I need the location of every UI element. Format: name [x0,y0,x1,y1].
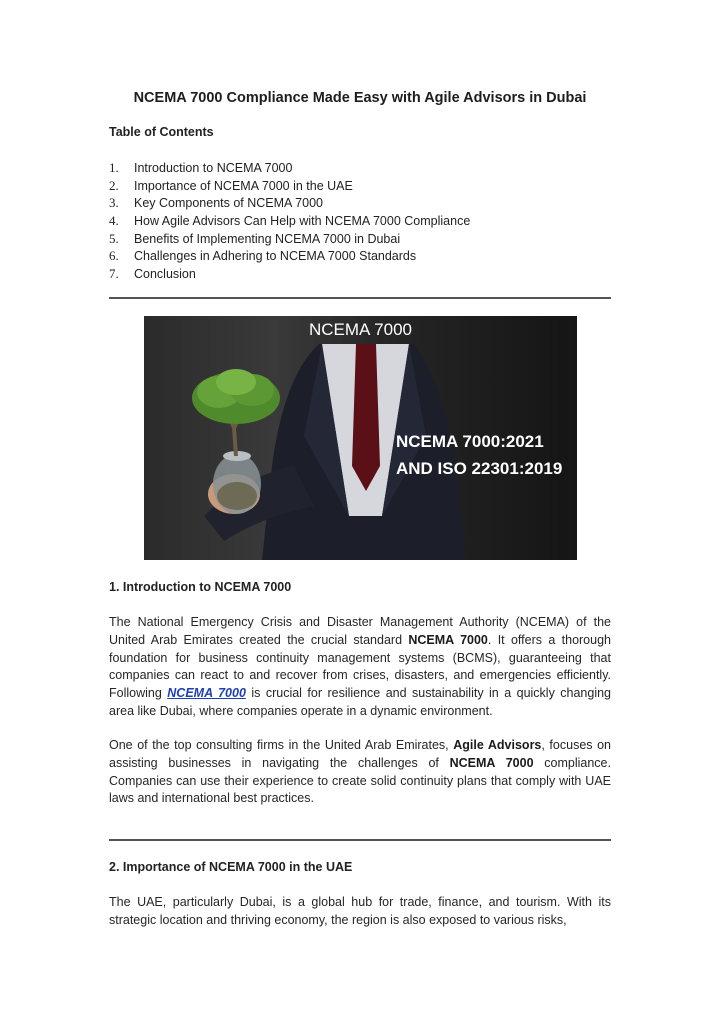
section-divider [109,839,611,841]
section-2-heading: 2. Importance of NCEMA 7000 in the UAE [109,860,353,874]
toc-item-text: Importance of NCEMA 7000 in the UAE [134,178,353,193]
hero-caption [396,428,576,482]
toc-item-text: Introduction to NCEMA 7000 [134,161,293,175]
table-of-contents [109,159,470,283]
toc-item-number: 1. [109,160,119,175]
toc-item-number: 7. [109,266,119,282]
text-run: compliance. Companies can use their experience to create solid continuity plans that comply with UAE laws and international best practices. [109,755,611,806]
toc-item-number: 6. [109,248,119,264]
toc-item-text: Challenges in Adhering to NCEMA 7000 Standards [134,249,417,264]
toc-item-number: 3. [109,195,119,211]
section-1-paragraph-2 [109,737,611,808]
text-run: The National Emergency Crisis and Disaster Management Authority (NCEMA) of the United Arab Emirates created the crucial standard [109,615,611,647]
toc-item[interactable] [109,230,470,248]
hero-caption-line-1: NCEMA 7000:2021 [396,432,544,451]
toc-item[interactable] [109,265,470,283]
toc-item-text: Benefits of Implementing NCEMA 7000 in Dubai [134,231,401,246]
ncema-7000-link[interactable]: NCEMA 7000 [167,686,246,701]
document-title: NCEMA 7000 Compliance Made Easy with Agile Advisors in Dubai [133,90,587,106]
toc-item-text: Conclusion [134,267,196,282]
bold-term: Agile Advisors [453,738,542,752]
bold-term: NCEMA 7000 [449,755,534,770]
toc-item[interactable] [109,212,470,230]
toc-heading: Table of Contents [109,125,214,139]
bold-term: NCEMA 7000 [408,632,488,647]
toc-item-number: 5. [109,230,119,246]
hero-caption-line-2: AND ISO 22301:2019 [396,459,563,478]
section-2-paragraph-1: The UAE, particularly Dubai, is a global hub for trade, finance, and tourism. With its strategic location and thriving economy, the region is also exposed to various risks, [109,895,611,927]
text-run: , focuses on assisting businesses in navigating the challenges of [109,738,611,770]
section-1-heading: 1. Introduction to NCEMA 7000 [109,580,292,594]
text-run: One of the top consulting firms in the United Arab Emirates, [109,738,454,752]
hero-top-label: NCEMA 7000 [309,320,412,339]
toc-item[interactable] [109,194,470,212]
toc-item-number: 2. [109,177,119,193]
toc-item[interactable] [109,159,470,177]
toc-item-text: Key Components of NCEMA 7000 [134,196,323,211]
text-run: is crucial for resilience and sustainability in a quickly changing area like Dubai, where companies operate in a dynamic environment. [109,686,612,718]
toc-item-number: 4. [109,213,119,229]
hero-image [144,316,577,560]
section-1-paragraph-1 [109,614,611,721]
text-run: . It offers a thorough foundation for business continuity management systems (BCMS), guaranteeing that companies can react to and recover from crises, disasters, and emergencies efficiently. Following [109,632,611,701]
toc-item[interactable] [109,247,470,265]
toc-item[interactable] [109,177,470,195]
toc-item-text: How Agile Advisors Can Help with NCEMA 7000 Compliance [134,214,471,229]
section-divider [109,297,611,299]
